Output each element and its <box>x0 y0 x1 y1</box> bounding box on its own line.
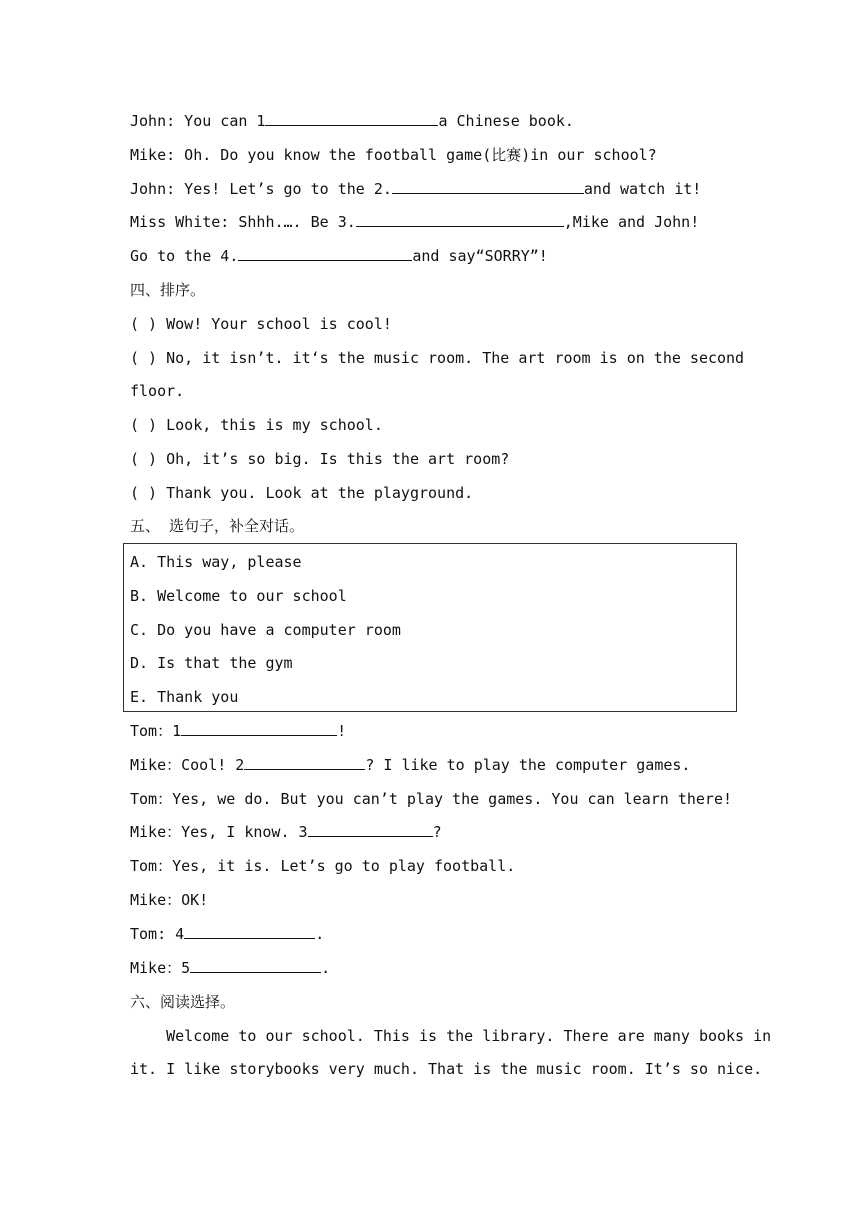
option-item: B. Welcome to our school <box>130 587 347 605</box>
order-item: ( ) Wow! Your school is cool! <box>130 315 392 333</box>
dialog-line <box>130 815 442 849</box>
dialog-line-5 <box>130 239 548 273</box>
dialog-line <box>130 714 346 748</box>
line-text: Mike：Cool! 2 <box>130 756 245 774</box>
fill-blank-3[interactable] <box>356 209 564 227</box>
section-heading-6: 六、阅读选择。 <box>130 993 236 1011</box>
line-text: Tom: 4 <box>130 925 185 943</box>
options-box <box>123 543 737 712</box>
fill-blank-2[interactable] <box>392 176 584 194</box>
dialog-line: Tom：Yes, we do. But you can’t play the games. You can learn there! <box>130 790 732 808</box>
option-item: E. Thank you <box>130 688 239 706</box>
line-text: John: Yes! Let’s go to the 2. <box>130 180 392 198</box>
line-text: Miss White: Shhh.…. Be 3. <box>130 213 356 231</box>
fill-blank-4[interactable] <box>238 243 412 261</box>
dialog-line-2: Mike: Oh. Do you know the football game(比赛)in our school? <box>130 146 657 164</box>
order-item: ( ) Look, this is my school. <box>130 416 383 434</box>
option-item: C. Do you have a computer room <box>130 621 401 639</box>
option-item: A. This way, please <box>130 553 302 571</box>
line-text: Mike：5 <box>130 959 191 977</box>
dialog-line-1 <box>130 104 574 138</box>
line-text: John: You can 1 <box>130 112 266 130</box>
line-text: . <box>315 925 325 943</box>
order-item: ( ) No, it isn’t. it‘s the music room. The art room is on the second <box>130 349 745 367</box>
dialog-line <box>130 748 690 782</box>
line-text: ? I like to play the computer games. <box>365 756 691 774</box>
line-text: ,Mike and John! <box>563 213 700 231</box>
line-text: Tom：1 <box>130 722 182 740</box>
option-item: D. Is that the gym <box>130 654 293 672</box>
answer-blank-1[interactable] <box>181 718 337 736</box>
dialog-line <box>130 951 330 985</box>
answer-blank-5[interactable] <box>190 955 321 973</box>
dialog-line: Mike：OK! <box>130 891 209 909</box>
dialog-line: Tom：Yes, it is. Let’s go to play football. <box>130 857 516 875</box>
section-heading-5: 五、 选句子，补全对话。 <box>130 517 305 535</box>
dialog-line-3 <box>130 172 701 206</box>
line-text: ! <box>337 722 347 740</box>
line-text: and watch it! <box>583 180 702 198</box>
answer-blank-3[interactable] <box>308 819 433 837</box>
dialog-line-4 <box>130 205 699 239</box>
section-heading-4: 四、排序。 <box>130 281 206 299</box>
reading-paragraph: Welcome to our school. This is the library. There are many books in <box>130 1027 772 1045</box>
dialog-line <box>130 917 324 951</box>
line-text: . <box>321 959 331 977</box>
answer-blank-4[interactable] <box>184 921 315 939</box>
line-text: Go to the 4. <box>130 247 239 265</box>
order-item: ( ) Thank you. Look at the playground. <box>130 484 474 502</box>
line-text: ? <box>432 823 442 841</box>
line-text: Mike：Yes, I know. 3 <box>130 823 308 841</box>
reading-paragraph: it. I like storybooks very much. That is the music room. It’s so nice. <box>130 1060 763 1078</box>
answer-blank-2[interactable] <box>244 752 365 770</box>
fill-blank-1[interactable] <box>265 108 438 126</box>
order-item: ( ) Oh, it’s so big. Is this the art room? <box>130 450 510 468</box>
line-text: and say“SORRY”! <box>412 247 548 265</box>
order-item-continuation: floor. <box>130 382 185 400</box>
line-text: a Chinese book. <box>438 112 574 130</box>
